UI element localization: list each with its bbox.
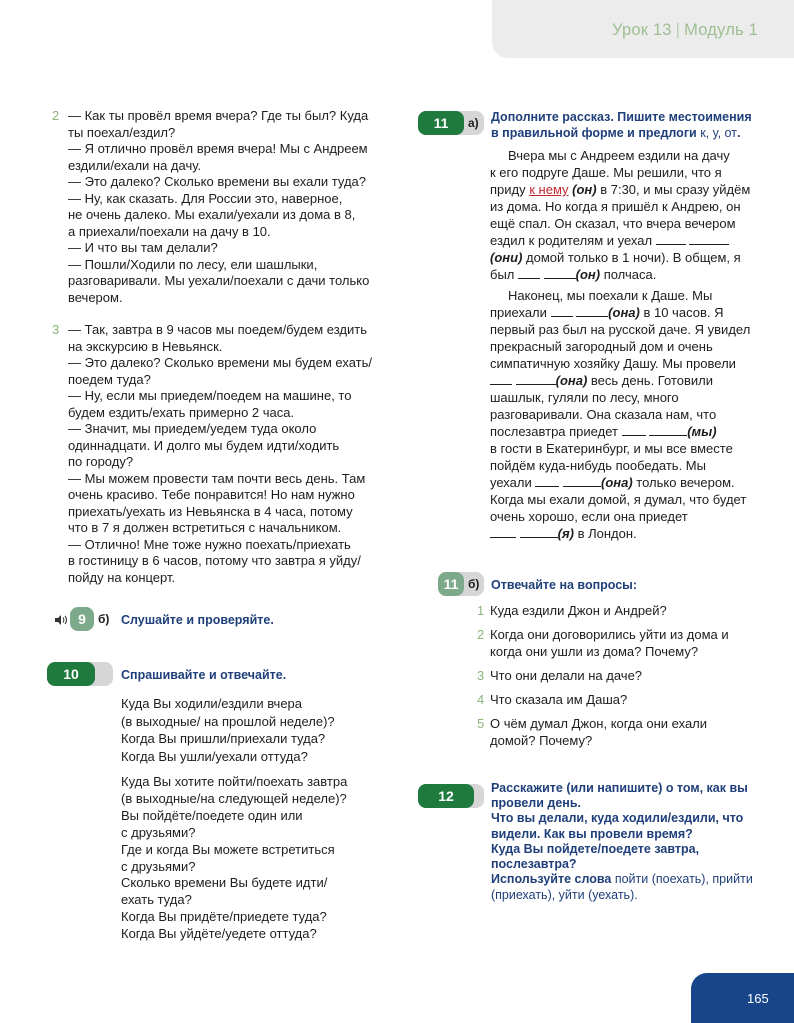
answer-blank[interactable] <box>516 374 556 385</box>
text-line: (в выходные/на следующей неделе)? <box>121 790 347 806</box>
text-line: в гостиницу в 6 часов, потому что завтра я уйду/ <box>68 553 361 568</box>
story-line: разговаривали. Она сказала нам, что <box>490 407 717 422</box>
question-number: 5 <box>477 716 485 731</box>
story-hint: (он) <box>572 182 597 197</box>
text-line: что в 7 я должен встретиться с начальником. <box>68 520 342 535</box>
text-line: — И что вы там делали? <box>68 240 218 255</box>
story-line <box>490 475 735 492</box>
story-hint: (она) <box>608 305 640 320</box>
answer-blank[interactable] <box>622 425 646 436</box>
question-text: домой? Почему? <box>490 733 593 748</box>
text-line: с друзьями? <box>121 824 196 840</box>
task-12-line: видели. Как вы провели время? <box>491 826 693 841</box>
text-line: будем ездить/ехать примерно 2 часа. <box>68 404 295 420</box>
question-text: Куда ездили Джон и Андрей? <box>490 603 667 618</box>
header-separator: | <box>675 21 681 39</box>
story-line: прекрасный загородный дом и очень <box>490 339 713 354</box>
text-line: — Я отлично провёл время вчера! Мы с Андреем <box>68 141 368 156</box>
task-11a-title-end: . <box>736 126 741 140</box>
story-text: в Лондон. <box>573 526 637 541</box>
text-line: — Значит, мы приедем/уедем туда около <box>68 421 317 436</box>
answer-blank[interactable] <box>551 306 573 317</box>
task-11b-number: 11 <box>438 572 464 596</box>
question-text: Что они делали на даче? <box>490 668 643 683</box>
text-line: Когда Вы уйдёте/уедете оттуда? <box>121 926 317 942</box>
question-text: О чём думал Джон, когда они ехали <box>490 716 708 731</box>
task-12-use-words-2 <box>491 887 638 903</box>
dialog-2-number: 2 <box>52 108 60 123</box>
answer-blank[interactable] <box>490 527 516 538</box>
task-12-use-words <box>491 871 753 887</box>
story-hint: (мы) <box>687 424 717 439</box>
answer-blank[interactable] <box>689 234 729 245</box>
story-text: приехали <box>490 305 547 320</box>
text-line: — Отлично! Мне тоже нужно поехать/приехать <box>68 536 351 552</box>
task-9-letter: б) <box>98 611 110 626</box>
text-line: пойду на концерт. <box>68 569 176 585</box>
story-line: ещё спал. Он сказал, что вчера вечером <box>490 216 736 231</box>
story-text: домой только в 1 ночи). В общем, я <box>522 250 741 265</box>
task-11a-prepositions: к, у, от <box>700 126 737 140</box>
text-line: — Это далеко? Сколько времени мы будем ехать/ <box>68 355 372 370</box>
question-number: 1 <box>477 603 485 618</box>
task-12-words: (приехать), уйти (уехать). <box>491 888 638 902</box>
story-hint: (он) <box>575 267 601 282</box>
text-line: — Как ты провёл время вчера? Где ты был? Куда <box>68 108 369 123</box>
text-line: Когда Вы пришли/приехали туда? <box>121 731 326 746</box>
story-text: в 10 часов. Я <box>639 305 724 320</box>
answer-blank[interactable] <box>535 476 559 487</box>
story-text: послезавтра приедет <box>490 424 618 439</box>
task-9-number: 9 <box>70 607 94 631</box>
text-line: Сколько времени Вы будете идти/ <box>121 875 328 891</box>
story-line: пойдём куда-нибудь пообедать. Мы <box>490 458 706 473</box>
text-line: ты поехал/ездил? <box>68 124 176 140</box>
story-text: полчаса. <box>600 267 657 282</box>
text-line: по городу? <box>68 454 134 469</box>
page-number-tab <box>691 973 794 1023</box>
answer-blank[interactable] <box>649 425 687 436</box>
text-line: не очень далеко. Мы ехали/уехали из дома в 8, <box>68 207 356 222</box>
answer-blank[interactable] <box>518 268 540 279</box>
story-text: уехали <box>490 475 532 490</box>
story-line: Когда мы ехали домой, я думал, что будет <box>490 492 747 507</box>
module-label: Модуль 1 <box>684 21 759 39</box>
story-hint: (они) <box>490 250 523 265</box>
text-line: — Пошли/Ходили по лесу, ели шашлыки, <box>68 256 318 272</box>
text-line: Когда Вы ушли/уехали оттуда? <box>121 748 308 764</box>
story-line <box>490 424 717 441</box>
story-line: симпатичную хозяйку Дашу. Мы провели <box>490 356 736 371</box>
task-11a-letter: а) <box>468 116 479 130</box>
speaker-icon[interactable] <box>54 614 68 632</box>
story-line: очень хорошо, если она приедет <box>490 509 688 524</box>
text-line: на экскурсию в Невьянск. <box>68 338 223 354</box>
task-11b-title: Отвечайте на вопросы: <box>491 578 638 592</box>
task-10-number: 10 <box>47 662 95 686</box>
story-line <box>490 182 750 199</box>
text-line: — Это далеко? Сколько времени вы ехали туда? <box>68 174 366 189</box>
task-9b-badge <box>70 607 114 631</box>
story-line <box>490 233 729 250</box>
story-text: приду <box>490 182 530 197</box>
task-12-words: пойти (поехать), прийти <box>611 872 753 886</box>
story-text: только вечером. <box>632 475 735 490</box>
story-line <box>490 526 637 543</box>
task-12-number: 12 <box>418 784 474 808</box>
story-line: из дома. Но когда я пришёл к Андрею, он <box>490 199 741 214</box>
story-example-answer: к нему <box>529 182 569 197</box>
task-11a-title-line1: Дополните рассказ. Пишите местоимения <box>491 110 752 124</box>
question-number: 3 <box>477 668 485 683</box>
story-text: ездил к родителям и уехал <box>490 233 653 248</box>
text-line: — Так, завтра в 9 часов мы поедем/будем ездить <box>68 322 367 337</box>
text-line: с друзьями? <box>121 858 196 874</box>
text-line: Где и когда Вы можете встретиться <box>121 841 335 857</box>
text-line: Куда Вы хотите пойти/поехать завтра <box>121 774 348 789</box>
question-number: 2 <box>477 627 485 642</box>
text-line: поедем туда? <box>68 371 151 387</box>
story-line <box>490 250 741 267</box>
story-line: шашлык, гуляли по лесу, много <box>490 390 679 405</box>
story-line <box>490 373 713 390</box>
text-line: ездили/ехали на дачу. <box>68 157 202 173</box>
story-line <box>490 267 656 284</box>
task-11a-number: 11 <box>418 111 464 135</box>
question-number: 4 <box>477 692 485 707</box>
question-text: когда они ушли из дома? Почему? <box>490 644 699 659</box>
page-number: 165 <box>747 991 769 1006</box>
answer-blank[interactable] <box>656 234 686 245</box>
story-text: в 7:30, и мы сразу уйдём <box>596 182 751 197</box>
story-line: Наконец, мы поехали к Даше. Мы <box>508 288 713 303</box>
task-12-line: Куда Вы пойдете/поедете завтра, <box>491 841 700 856</box>
lesson-header <box>612 22 758 39</box>
story-hint: (она) <box>555 373 588 388</box>
task-12-line: Расскажите (или напишите) о том, как вы <box>491 781 748 795</box>
dialog-3-number: 3 <box>52 322 60 337</box>
text-line: — Ну, если мы приедем/поедем на машине, то <box>68 388 352 403</box>
story-text: был <box>490 267 515 282</box>
task-12-use-label: Используйте слова <box>491 872 612 886</box>
text-line: приехать/уехать из Невьянска в 4 часа, потому <box>68 503 353 519</box>
text-line: очень красиво. Тебе понравится! Но нам нужно <box>68 487 355 502</box>
story-text: весь день. Готовили <box>587 373 713 388</box>
task-12-line: Что вы делали, куда ходили/ездили, что <box>491 811 744 826</box>
answer-blank[interactable] <box>544 268 576 279</box>
answer-blank[interactable] <box>520 527 558 538</box>
story-line: к его подруге Даше. Мы решили, что я <box>490 165 722 180</box>
story-line <box>490 305 723 322</box>
task-12-line: послезавтра? <box>491 857 577 871</box>
story-line: Вчера мы с Андреем ездили на дачу <box>508 148 730 163</box>
text-line: разговаривали. Мы уехали/поехали с дачи только <box>68 273 370 288</box>
story-hint: (я) <box>557 526 574 541</box>
task-10-title: Спрашивайте и отвечайте. <box>121 668 287 682</box>
story-line: первый раз был на русской даче. Я увидел <box>490 322 751 337</box>
text-line: одиннадцати. И долго мы будем идти/ходить <box>68 437 340 453</box>
text-line: Вы пойдёте/поедете один или <box>121 807 303 823</box>
text-line: (в выходные/ на прошлой неделе)? <box>121 713 335 729</box>
text-line: вечером. <box>68 289 123 305</box>
task-11a-title <box>491 109 752 141</box>
answer-blank[interactable] <box>576 306 608 317</box>
lesson-label: Урок 13 <box>612 21 672 39</box>
text-line: Когда Вы придёте/приедете туда? <box>121 909 327 925</box>
text-line: ехать туда? <box>121 892 192 908</box>
task-12-line: провели день. <box>491 796 581 811</box>
text-line: — Мы можем провести там почти весь день. Там <box>68 470 366 486</box>
text-line: а приехали/поехали на дачу в 10. <box>68 223 271 239</box>
answer-blank[interactable] <box>490 374 512 385</box>
story-hint: (она) <box>600 475 633 490</box>
answer-blank[interactable] <box>563 476 601 487</box>
task-11a-title-line2: в правильной форме и предлоги <box>491 126 697 140</box>
question-text: Когда они договорились уйти из дома и <box>490 627 729 642</box>
text-line: — Ну, как сказать. Для России это, наверное, <box>68 190 343 206</box>
task-11b-letter: б) <box>468 577 480 591</box>
text-line: Куда Вы ходили/ездили вчера <box>121 696 303 711</box>
story-line: в гости в Екатеринбург, и мы все вместе <box>490 441 733 456</box>
task-9b-title: Слушайте и проверяйте. <box>121 613 274 627</box>
question-text: Что сказала им Даша? <box>490 692 628 707</box>
